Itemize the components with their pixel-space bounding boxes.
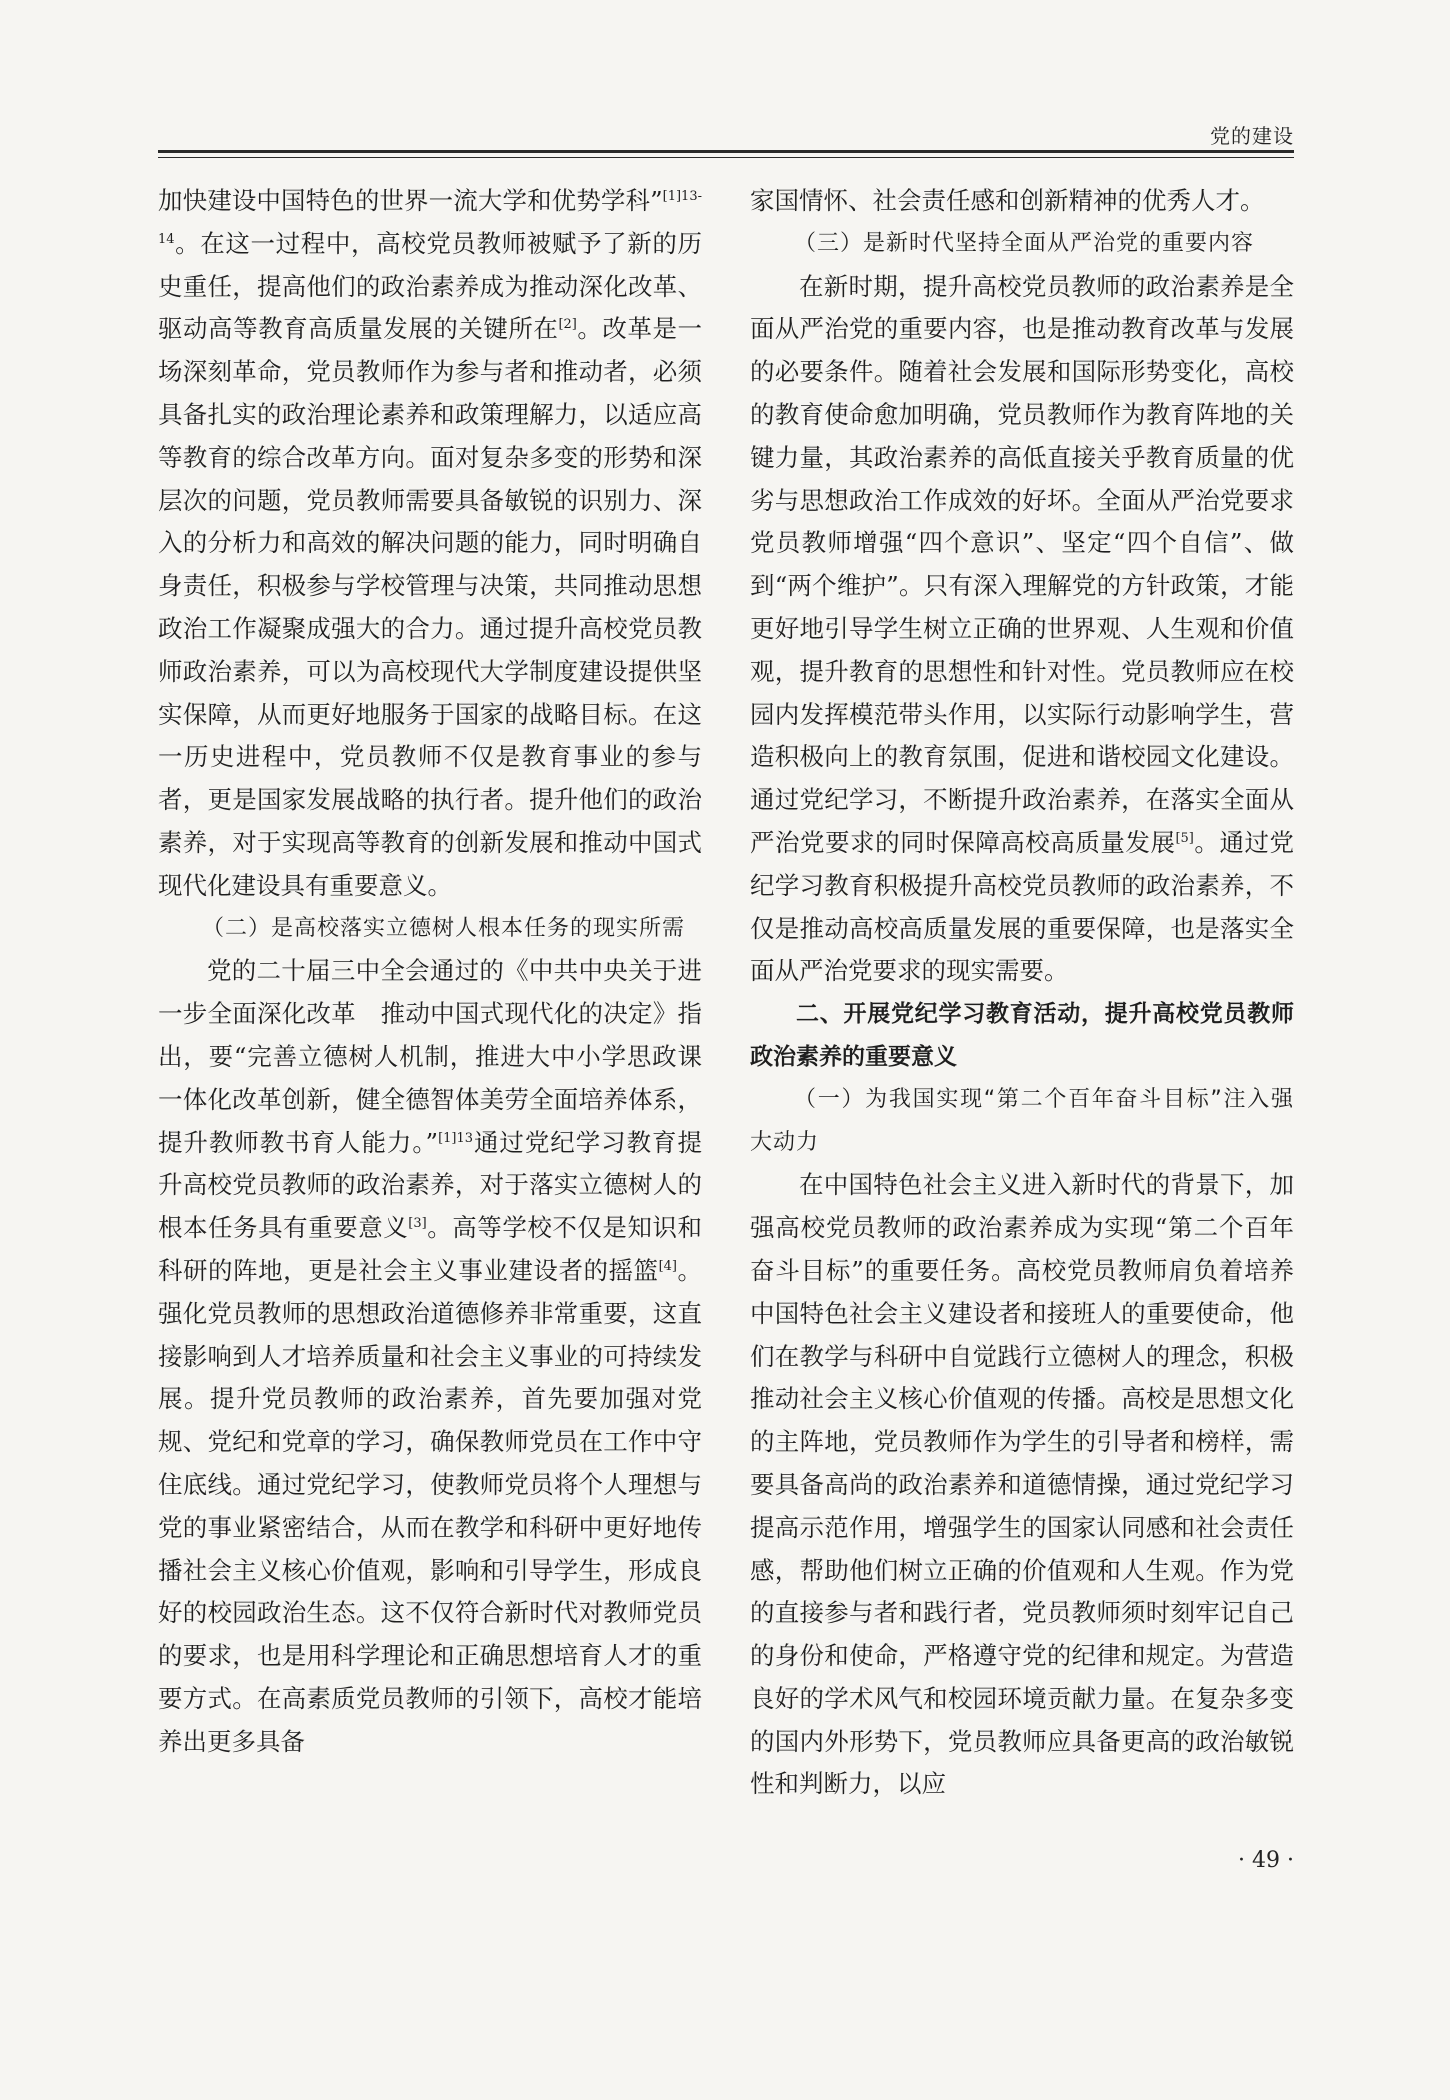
header-rule-thin: [158, 157, 1294, 158]
text-run: 。在这一过程中，高校党员教师被赋予了新的历史重任，提高他们的政治素养成为推动深化改革、驱动高等教育高质量发展的关键所在: [158, 228, 702, 344]
text-run: 。改革是一场深刻革命，党员教师作为参与者和推动者，必须具备扎实的政治理论素养和政策理解力，以适应高等教育的综合改革方向。面对复杂多变的形势和深层次的问题，党员教师需要具备敏锐的识别力、深入的分析力和高效的解决问题的能力，同时明确自身责任，积极参与学校管理与决策，共同推动思想政治工作凝聚成强大的合力。通过提升高校党员教师政治素养，可以为高校现代大学制度建设提供坚实保障，从而更好地服务于国家的战略目标。在这一历史进程中，党员教师不仅是教育事业的参与者，更是国家发展战略的执行者。提升他们的政治素养，对于实现高等教育的创新发展和推动中国式现代化建设具有重要意义。: [158, 314, 703, 900]
paragraph-continued: 家国情怀、社会责任感和创新精神的优秀人才。: [750, 186, 1265, 215]
text-run: 加快建设中国特色的世界一流大学和优势学科”: [158, 186, 663, 215]
paragraph: [750, 266, 1294, 994]
paragraph-continued: [158, 180, 702, 908]
citation: [4]: [658, 1258, 677, 1274]
text-run: 党的二十届三中全会通过的《中共中央关于进一步全面深化改革 推动中国式现代化的决定》指出，要“完善立德树人机制，推进大中小学思政课一体化改革创新，健全德智体美劳全面培养体系，提升教师教书育人能力。”: [158, 956, 702, 1157]
paragraph: [158, 950, 702, 1763]
citation: [5]: [1175, 830, 1194, 846]
text-run: 。高等学校不仅是知识和科研的阵地，更是社会主义事业建设者的摇篮: [158, 1213, 703, 1285]
right-column: [750, 180, 1294, 1806]
subsection-heading: （二）是高校落实立德树人根本任务的现实所需: [202, 915, 686, 941]
subsection-heading: （三）是新时代坚持全面从严治党的重要内容: [794, 230, 1255, 256]
left-column: [158, 180, 702, 1763]
text-run: 。强化党员教师的思想政治道德修养非常重要，这直接影响到人才培养质量和社会主义事业的可持续发展。提升党员教师的政治素养，首先要加强对党规、党纪和党章的学习，确保教师党员在工作中守住底线。通过党纪学习，使教师党员将个人理想与党的事业紧密结合，从而在教学和科研中更好地传播社会主义核心价值观，影响和引导学生，形成良好的校园政治生态。这不仅符合新时代对教师党员的要求，也是用科学理论和正确思想培育人才的重要方式。在高素质党员教师的引领下，高校才能培养出更多具备: [158, 1255, 703, 1756]
citation: [1]13-14: [158, 188, 702, 247]
citation: [1]13: [438, 1130, 474, 1146]
paragraph: 在中国特色社会主义进入新时代的背景下，加强高校党员教师的政治素养成为实现“第二个百年奋斗目标”的重要任务。高校党员教师肩负着培养中国特色社会主义建设者和接班人的重要使命，他们在教学与科研中自觉践行立德树人的理念，积极推动社会主义核心价值观的传播。高校是思想文化的主阵地，党员教师作为学生的引导者和榜样，需要具备高尚的政治素养和道德情操，通过党纪学习提高示范作用，增强学生的国家认同感和社会责任感，帮助他们树立正确的价值观和人生观。作为党的直接参与者和践行者，党员教师须时刻牢记自己的身份和使命，严格遵守党的纪律和规定。为营造良好的学术风气和校园环境贡献力量。在复杂多变的国内外形势下，党员教师应具备更高的政治敏锐性和判断力，以应: [750, 1170, 1294, 1799]
section-heading: 二、开展党纪学习教育活动，提升高校党员教师政治素养的重要意义: [750, 1001, 1294, 1070]
text-run: 通过党纪学习教育提升高校党员教师的政治素养，对于落实立德树人的根本任务具有重要意义: [158, 1127, 702, 1243]
citation: [3]: [408, 1215, 427, 1231]
text-run: 。通过党纪学习教育积极提升高校党员教师的政治素养，不仅是推动高校高质量发展的重要保障，也是落实全面从严治党要求的现实需要。: [750, 827, 1295, 986]
text-run: 在新时期，提升高校党员教师的政治素养是全面从严治党的重要内容，也是推动教育改革与发展的必要条件。随着社会发展和国际形势变化，高校的教育使命愈加明确，党员教师作为教育阵地的关键力量，其政治素养的高低直接关乎教育质量的优劣与思想政治工作成效的好坏。全面从严治党要求党员教师增强“四个意识”、坚定“四个自信”、做到“两个维护”。只有深入理解党的方针政策，才能更好地引导学生树立正确的世界观、人生观和价值观，提升教育的思想性和针对性。党员教师应在校园内发挥模范带头作用，以实际行动影响学生，营造积极向上的教育氛围，促进和谐校园文化建设。通过党纪学习，不断提升政治素养，在落实全面从严治党要求的同时保障高校高质量发展: [750, 271, 1294, 857]
header-rule-thick: [158, 150, 1294, 153]
subsection-heading: （一）为我国实现“第二个百年奋斗目标”注入强大动力: [750, 1086, 1294, 1155]
citation: [2]: [558, 317, 577, 333]
running-head: 党的建设: [1210, 124, 1294, 148]
page-number: · 49 ·: [1238, 1848, 1294, 1873]
